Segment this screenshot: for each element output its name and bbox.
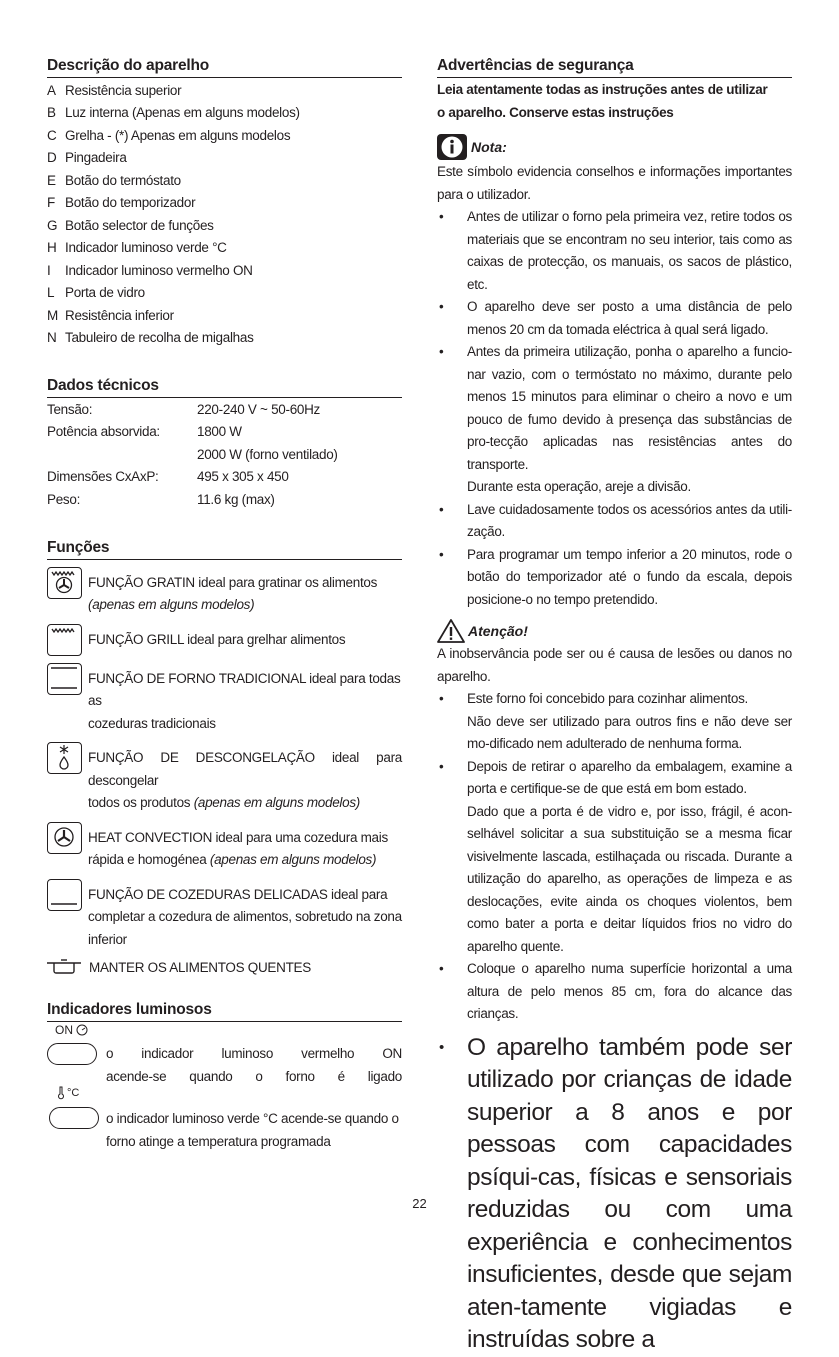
list-item: • O aparelho deve ser posto a uma distância de pelo menos 20 cm da tomada eléctrica à qual será ligado. bbox=[439, 299, 792, 337]
list-item: G Botão selector de funções bbox=[47, 217, 214, 233]
list-item: A Resistência superior bbox=[47, 82, 182, 98]
left-column bbox=[47, 57, 402, 1156]
note-label: Nota: bbox=[471, 139, 507, 155]
right-column bbox=[437, 57, 792, 1357]
function-grill: FUNÇÃO GRILL ideal para grelhar alimentos bbox=[47, 624, 402, 656]
indicators-heading: Indicadores luminosos bbox=[47, 1001, 402, 1022]
list-item: • Antes de utilizar o forno pela primeira vez, retire todos os materiais que se encontram no seu interior, tais como as caixas de protecção, os manuais, os sacos de plástico, etc. bbox=[439, 209, 792, 292]
warning-label: Atenção! bbox=[468, 623, 528, 639]
function-defrost: FUNÇÃO DE DESCONGELAÇÃO ideal para descongelar todos os produtos (apenas em alguns modelos) bbox=[47, 742, 402, 815]
list-item: F Botão do temporizador bbox=[47, 195, 196, 211]
safety-heading: Advertências de segurança bbox=[437, 57, 792, 78]
warning-triangle-icon bbox=[437, 619, 465, 643]
list-item: E Botão do termóstato bbox=[47, 172, 181, 188]
list-item: C Grelha - (*) Apenas em alguns modelos bbox=[47, 127, 291, 143]
traditional-oven-icon bbox=[47, 663, 82, 695]
indicator-red: ON o indicador luminoso vermelho ON acende-se quando o forno é ligado bbox=[47, 1022, 402, 1086]
list-item: • Depois de retirar o aparelho da embalagem, examine a porta e certifique-se de que está em bom estado. Dado que a porta é de vidro e, por isso, frágil, é acon-selhável solicitar a sua substituição se a mesma ficar visivelmente lascada, estilhaçada ou riscada. Durante a utilização do aparelho, as operações de limpeza e as deslocações, evite ainda os choques violentos, bem como bater a porta e deitar líquidos frios no vidro do aparelho quente. bbox=[439, 758, 792, 954]
red-indicator-light bbox=[47, 1043, 97, 1065]
function-keep-warm: MANTER OS ALIMENTOS QUENTES bbox=[47, 959, 402, 975]
safety-intro: Leia atentamente todas as instruções antes de utilizar o aparelho. Conserve estas instruções bbox=[437, 82, 768, 120]
warning-text: A inobservância pode ser ou é causa de lesões ou danos no aparelho. bbox=[437, 646, 792, 684]
grill-fan-icon bbox=[47, 567, 82, 599]
page-number: 22 bbox=[412, 1196, 427, 1211]
note-text: Este símbolo evidencia conselhos e informações importantes para o utilizador. bbox=[437, 164, 792, 202]
table-row: Peso: 11.6 kg (max) bbox=[47, 491, 275, 507]
bottom-heat-icon bbox=[47, 879, 82, 911]
functions-heading: Funções bbox=[47, 539, 402, 560]
table-row: Potência absorvida: 1800 W bbox=[47, 424, 242, 440]
tech-heading: Dados técnicos bbox=[47, 377, 402, 398]
indicator-green: °C o indicador luminoso verde °C acende-se quando o forno atinge a temperatura programada bbox=[47, 1086, 402, 1156]
on-label: ON bbox=[55, 1023, 73, 1037]
green-indicator-light bbox=[49, 1107, 99, 1129]
defrost-icon bbox=[47, 742, 82, 774]
function-gratin: FUNÇÃO GRATIN ideal para gratinar os alimentos (apenas em alguns modelos) bbox=[47, 567, 402, 617]
list-item: L Porta de vidro bbox=[47, 285, 145, 301]
info-icon bbox=[437, 134, 467, 160]
timer-icon bbox=[76, 1024, 88, 1036]
list-item: D Pingadeira bbox=[47, 150, 127, 166]
table-row: Dimensões CxAxP: 495 x 305 x 450 bbox=[47, 469, 289, 485]
list-item: • Este forno foi concebido para cozinhar alimentos. Não deve ser utilizado para outros fins e não deve ser mo-dificado nem adulterado de nenhuma forma. bbox=[439, 691, 792, 751]
convection-fan-icon bbox=[47, 822, 82, 854]
temp-label: °C bbox=[67, 1086, 80, 1099]
grill-icon bbox=[47, 624, 82, 656]
description-heading: Descrição do aparelho bbox=[47, 57, 402, 78]
list-item: I Indicador luminoso vermelho ON bbox=[47, 262, 253, 278]
table-row: 2000 W (forno ventilado) bbox=[197, 446, 338, 462]
list-item: • Coloque o aparelho numa superfície horizontal a uma altura de pelo menos 85 cm, fora do alcance das crianças. bbox=[439, 961, 792, 1021]
description-list bbox=[47, 79, 402, 349]
pot-icon bbox=[47, 959, 81, 975]
function-traditional: FUNÇÃO DE FORNO TRADICIONAL ideal para todas as cozeduras tradicionais bbox=[47, 663, 402, 736]
functions-section bbox=[47, 539, 402, 976]
warning-header bbox=[437, 619, 792, 643]
list-item: N Tabuleiro de recolha de migalhas bbox=[47, 330, 254, 346]
list-item: • Lave cuidadosamente todos os acessórios antes da utili-zação. bbox=[439, 501, 792, 539]
list-item: B Luz interna (Apenas em alguns modelos) bbox=[47, 105, 300, 121]
note-header bbox=[437, 134, 792, 160]
tech-section bbox=[47, 377, 402, 511]
list-item: • Para programar um tempo inferior a 20 minutos, rode o botão do temporizador até o fundo da escala, depois posicione-o no tempo pretendido. bbox=[439, 546, 792, 607]
table-row: Tensão: 220-240 V ~ 50-60Hz bbox=[47, 401, 321, 417]
thermometer-icon bbox=[57, 1086, 65, 1099]
function-delicate: FUNÇÃO DE COZEDURAS DELICADAS ideal para completar a cozedura de alimentos, sobretudo na zona inferior bbox=[47, 879, 402, 952]
list-item: • O aparelho também pode ser utilizado por crianças de idade superior a 8 anos e por pessoas com capacidades psíqui-cas, físicas e sensoriais reduzidas ou com uma experiência e conhecimentos insuficientes, desde que sejam aten-tamente vigiadas e instruídas sobre a bbox=[439, 1033, 792, 1353]
function-convection: HEAT CONVECTION ideal para uma cozedura mais rápida e homogénea (apenas em alguns modelos) bbox=[47, 822, 402, 872]
list-item: M Resistência inferior bbox=[47, 307, 174, 323]
list-item: • Antes da primeira utilização, ponha o aparelho a funcio-nar vazio, com o termóstato no máximo, durante pelo menos 15 minutos para eliminar o cheiro a novo e um pouco de fumo devido à presença das substâncias de pro-tecção aplicadas nas resistências antes do transporte. Durante esta operação, areje a divisão. bbox=[439, 344, 792, 494]
list-item: H Indicador luminoso verde °C bbox=[47, 240, 227, 256]
indicators-section bbox=[47, 1001, 402, 1156]
